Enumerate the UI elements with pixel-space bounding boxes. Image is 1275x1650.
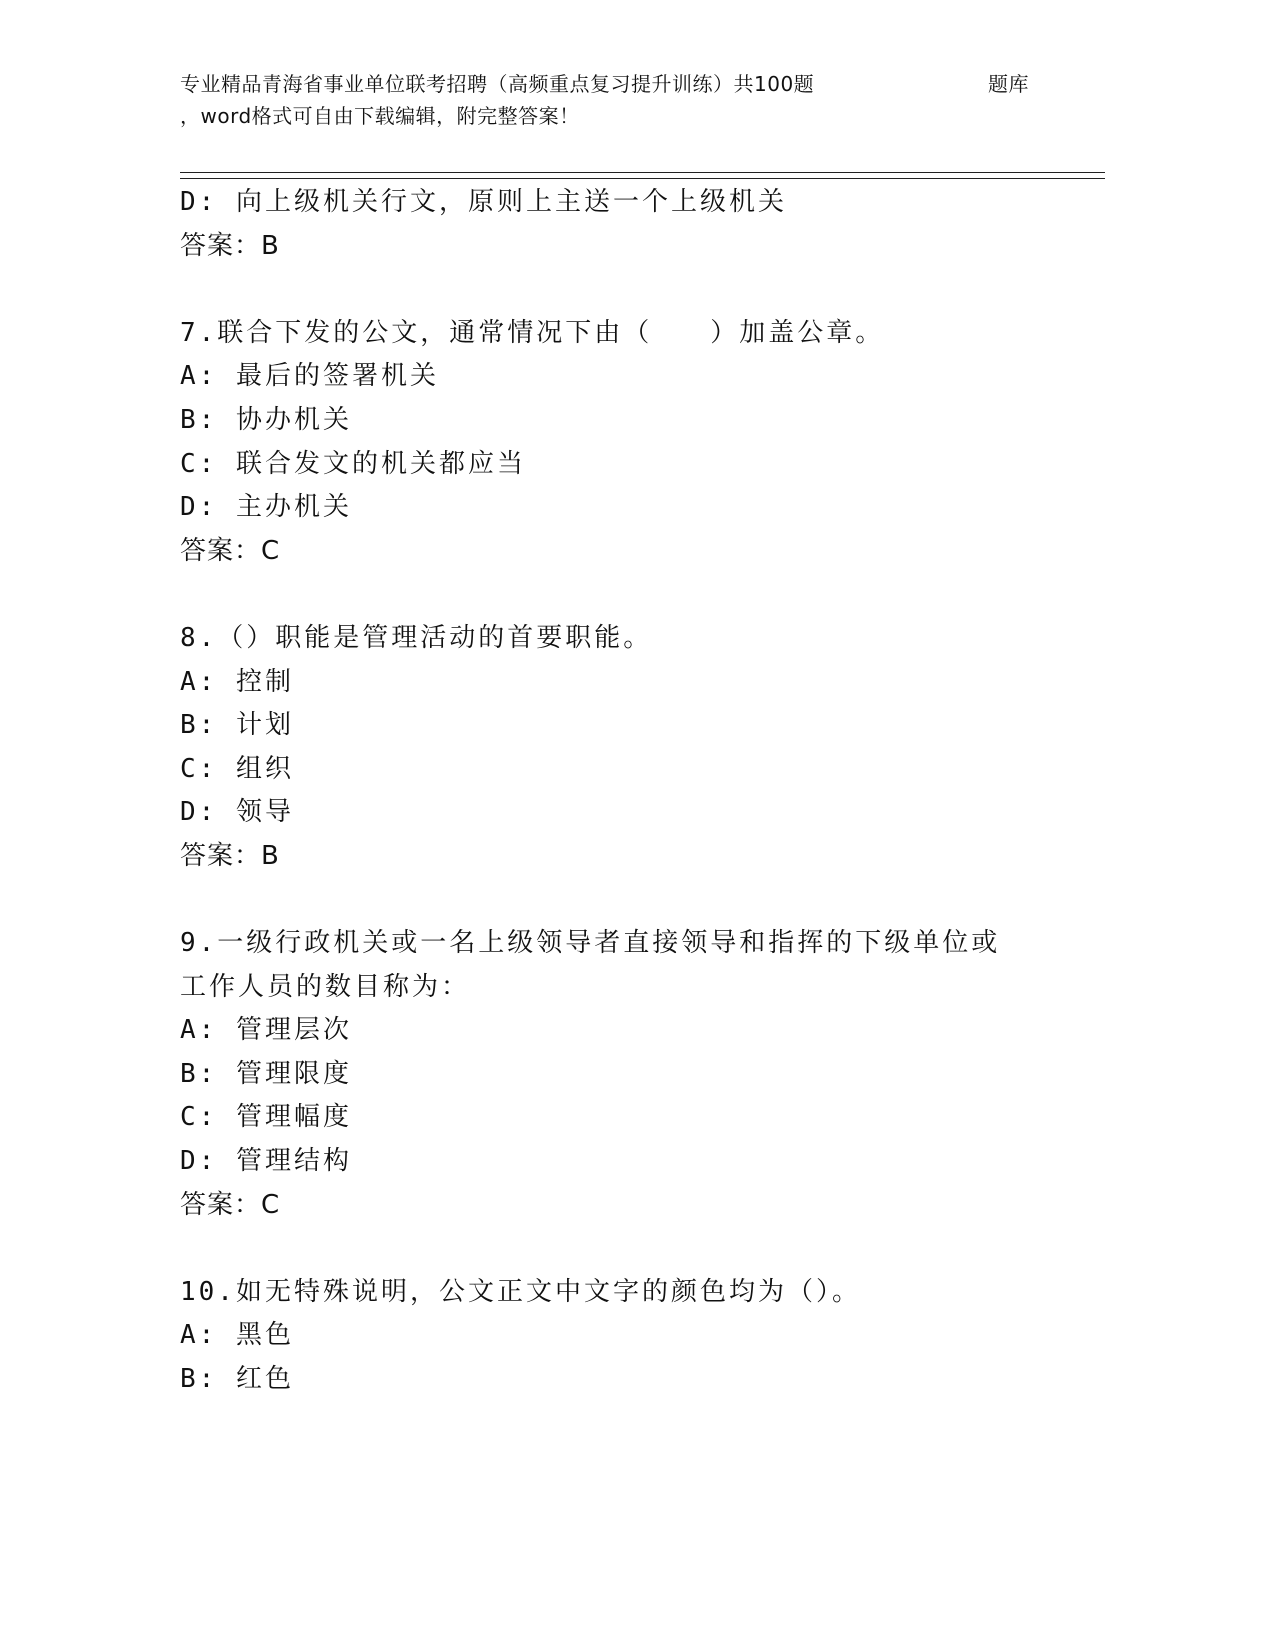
option-c: C: 组织 xyxy=(180,753,294,784)
spacer xyxy=(180,879,1080,923)
option-b: B: 红色 xyxy=(180,1364,294,1395)
question-7 xyxy=(180,312,1080,574)
header-rule-bottom xyxy=(180,178,1105,179)
answer: 答案：B xyxy=(180,230,280,261)
answer: 答案：C xyxy=(180,1189,281,1220)
question-stem: 7.联合下发的公文，通常情况下由（ ）加盖公章。 xyxy=(180,317,885,348)
question-stem: 8.（）职能是管理活动的首要职能。 xyxy=(180,622,653,653)
spacer xyxy=(180,268,1080,312)
option-b: B: 管理限度 xyxy=(180,1058,352,1089)
option-b: B: 协办机关 xyxy=(180,404,352,435)
answer: 答案：C xyxy=(180,535,281,566)
document-header xyxy=(180,68,1105,132)
option-d: D: 管理结构 xyxy=(180,1146,352,1177)
header-line-1 xyxy=(180,68,1105,100)
question-8 xyxy=(180,617,1080,879)
question-9 xyxy=(180,922,1080,1227)
spacer xyxy=(180,1227,1080,1271)
option-a: A: 最后的签署机关 xyxy=(180,361,439,392)
option-a: A: 管理层次 xyxy=(180,1015,352,1046)
option-b: B: 计划 xyxy=(180,710,294,741)
question-stem: 10.如无特殊说明，公文正文中文字的颜色均为（）。 xyxy=(180,1276,861,1307)
header-tag: 题库 xyxy=(988,72,1029,96)
previous-question-tail xyxy=(180,181,1080,268)
answer: 答案：B xyxy=(180,840,280,871)
option-d: D: 领导 xyxy=(180,797,294,828)
document-subtitle: ，word格式可自由下载编辑，附完整答案！ xyxy=(180,104,580,128)
option-d: D: 主办机关 xyxy=(180,492,352,523)
document-title: 专业精品青海省事业单位联考招聘（高频重点复习提升训练）共100题 xyxy=(180,72,815,96)
option-c: C: 联合发文的机关都应当 xyxy=(180,448,526,479)
spacer xyxy=(180,573,1080,617)
question-list xyxy=(180,181,1080,1402)
option-a: A: 黑色 xyxy=(180,1320,294,1351)
header-rule-top xyxy=(180,172,1105,173)
option-d: D: 向上级机关行文，原则上主送一个上级机关 xyxy=(180,187,787,217)
question-10 xyxy=(180,1271,1080,1402)
option-c: C: 管理幅度 xyxy=(180,1102,352,1133)
question-stem: 9.一级行政机关或一名上级领导者直接领导和指挥的下级单位或工作人员的数目称为： xyxy=(180,928,1001,1002)
option-a: A: 控制 xyxy=(180,666,294,697)
